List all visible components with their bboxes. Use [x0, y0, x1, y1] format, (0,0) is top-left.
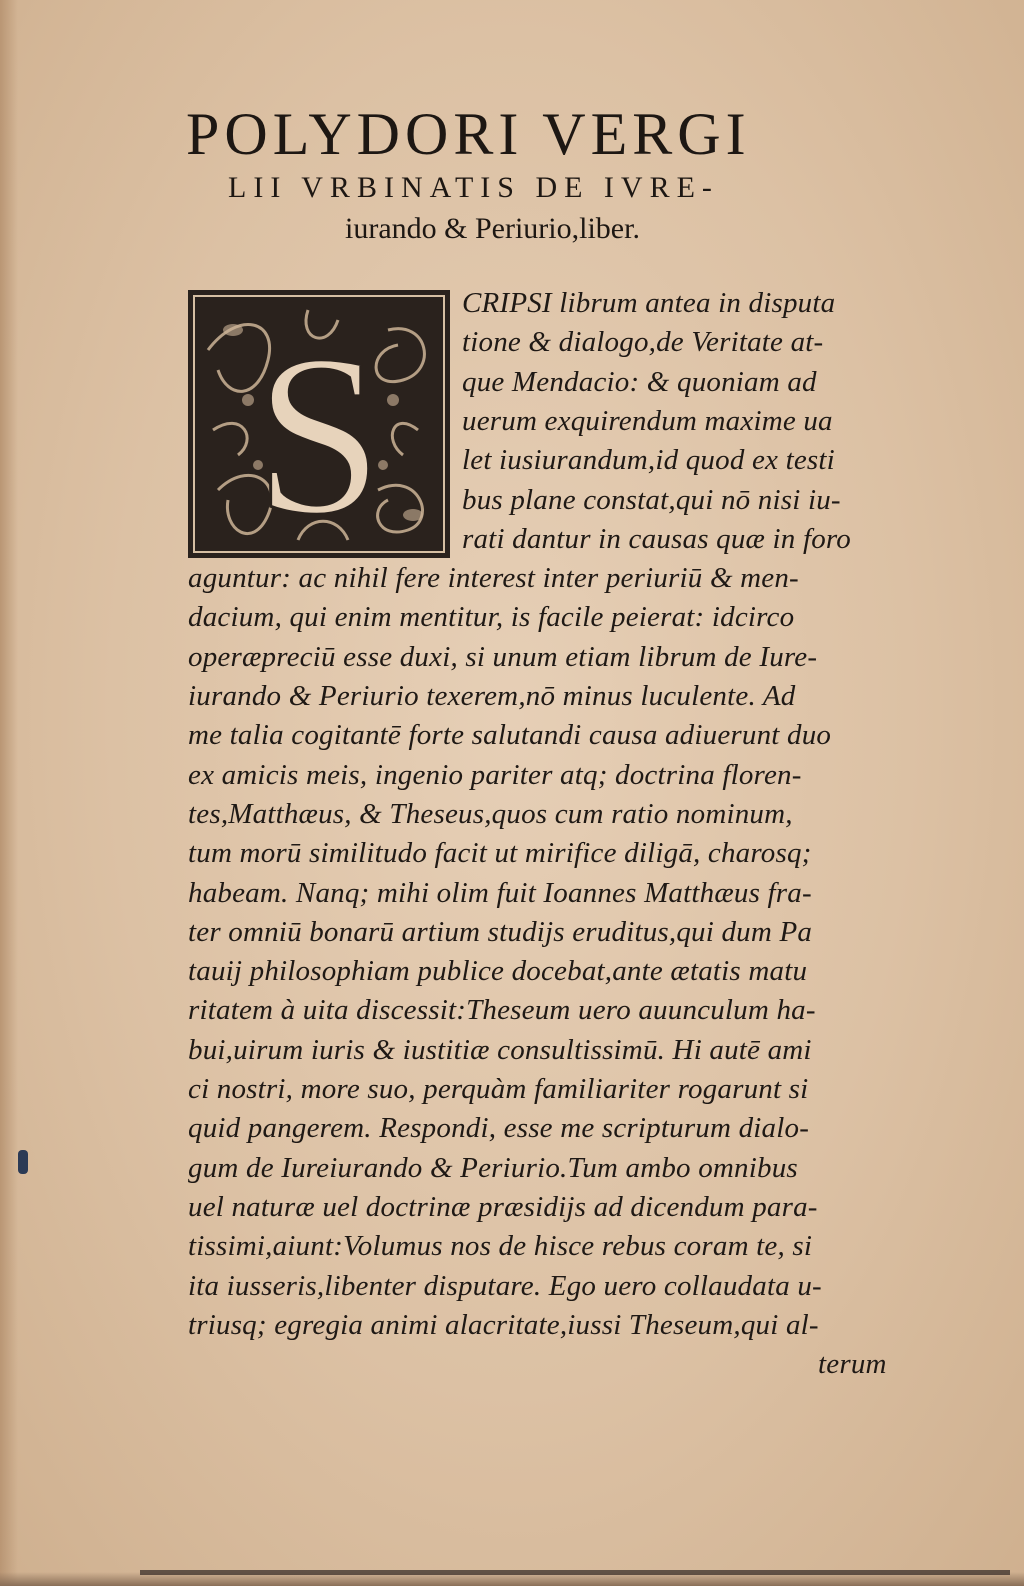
text-line: quid pangerem. Respondi, esse me scripturum dialo-: [188, 1112, 810, 1145]
text-line: habeam. Nanq; mihi olim fuit Ioannes Matthæus fra-: [188, 876, 812, 909]
text-line: tum morū similitudo facit ut mirifice diligā, charosq;: [188, 837, 812, 870]
text-line: uel naturæ uel doctrinæ præsidijs ad dicendum para-: [188, 1190, 818, 1223]
text-line: dacium, qui enim mentitur, is facile peierat: idcirco: [188, 601, 795, 634]
heading-line-3: iurando & Periurio,liber.: [345, 212, 640, 245]
text-line: ex amicis meis, ingenio pariter atq; doctrina floren-: [188, 758, 802, 791]
text-line: tauij philosophiam publice docebat,ante ætatis matu: [188, 955, 808, 988]
text-line: que Mendacio: & quoniam ad: [462, 365, 817, 398]
text-line: bui,uirum iuris & iustitiæ consultissimū. Hi autē ami: [188, 1033, 812, 1066]
text-line: tissimi,aiunt:Volumus nos de hisce rebus coram te, si: [188, 1230, 813, 1263]
text-line: triusq; egregia animi alacritate,iussi Theseum,qui al-: [188, 1308, 819, 1341]
text-line: iurando & Periurio texerem,nō minus luculente. Ad: [188, 680, 796, 712]
page-left-edge: [0, 0, 18, 1586]
text-line: ci nostri, more suo, perquàm familiariter rogarunt si: [188, 1073, 809, 1105]
text-line: CRIPSI librum antea in disputa: [462, 287, 836, 319]
text-line: let iusiurandum,id quod ex testi: [462, 444, 835, 477]
margin-mark: [18, 1150, 28, 1174]
ornamental-woodcut-icon: [188, 290, 450, 558]
text-line: bus plane constat,qui nō nisi iu-: [462, 483, 841, 516]
text-line: ritatem à uita discessit:Theseum uero auunculum ha-: [188, 994, 816, 1027]
text-line: tes,Matthæus, & Theseus,quos cum ratio nominum,: [188, 797, 793, 830]
text-line: uerum exquirendum maxime ua: [462, 404, 833, 437]
initial-letter: S: [255, 307, 383, 558]
text-line: tione & dialogo,de Veritate at-: [462, 326, 824, 359]
text-line: rati dantur in causas quæ in foro: [462, 522, 852, 555]
heading-line-1: POLYDORI VERGI: [186, 101, 751, 167]
text-line: me talia cogitantē forte salutandi causa adiuerunt duo: [188, 719, 832, 752]
text-line: ita iusseris,libenter disputare. Ego uero collaudata u-: [188, 1269, 822, 1302]
decorated-initial-s: [188, 290, 450, 558]
text-line: gum de Iureiurando & Periurio.Tum ambo omnibus: [188, 1151, 798, 1184]
catchword: terum: [818, 1348, 887, 1381]
text-line: ter omniū bonarū artium studijs eruditus,qui dum Pa: [188, 915, 813, 948]
text-line: operæpreciū esse duxi, si unum etiam librum de Iure-: [188, 640, 818, 673]
bottom-rule: [140, 1570, 1010, 1575]
text-line: aguntur: ac nihil fere interest inter periuriū & men-: [188, 562, 799, 595]
heading-line-2: LII VRBINATIS DE IVRE-: [228, 171, 719, 204]
